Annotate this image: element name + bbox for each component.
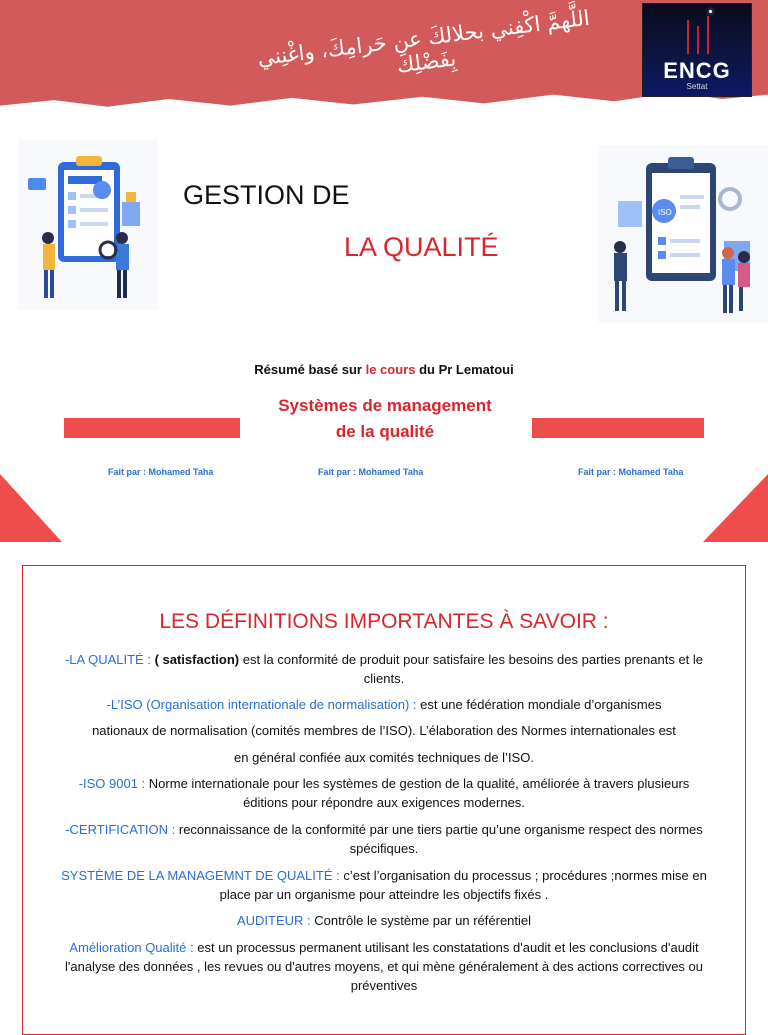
definition-text: reconnaissance de la conformité par une tiers partie qu’une organisme respect des normes spécifiques. — [178, 822, 703, 856]
subtitle-line2: de la qualité — [335, 422, 435, 441]
definition-certification — [60, 820, 708, 858]
definition-auditeur — [60, 911, 708, 930]
definition-bold: ( satisfaction) — [154, 652, 240, 667]
definition-text: Norme internationale pour les systèmes de gestion de la qualité, améliorée à travers plusieurs éditions pour répondre aux exigences modernes. — [148, 776, 690, 810]
right-corner-triangle — [703, 474, 768, 542]
svg-text:ISO: ISO — [658, 208, 672, 217]
definition-label: SYSTÈME DE LA MANAGEMNT DE QUALITÉ : — [61, 868, 340, 883]
left-corner-triangle — [0, 474, 62, 542]
definition-iso-line3: en général confiée aux comités techniques de l’ISO. — [234, 750, 534, 765]
logo-sub: Settat — [686, 82, 708, 91]
credit-center: Fait par : Mohamed Taha — [318, 467, 424, 477]
title-line2: LA QUALITÉ — [344, 232, 499, 262]
resume-suffix: du Pr Lematoui — [419, 362, 514, 377]
credit-right: Fait par : Mohamed Taha — [578, 467, 684, 477]
resume-prefix: Résumé basé sur — [254, 362, 362, 377]
definition-label: -CERTIFICATION : — [65, 822, 176, 837]
subtitle-line1: Systèmes de management — [278, 396, 492, 415]
definitions-heading: LES DÉFINITIONS IMPORTANTES À SAVOIR : — [159, 610, 609, 633]
logo-name: ENCG — [663, 58, 731, 83]
definition-label: -LA QUALITÉ : — [64, 652, 151, 667]
definition-label: AUDITEUR : — [236, 913, 311, 928]
definition-iso — [60, 695, 708, 714]
definition-text: est la conformité de produit pour satisfaire les besoins des parties prenants et le clients. — [242, 652, 704, 686]
definition-label: -ISO 9001 : — [78, 776, 146, 791]
arabic-prayer: اللَّهمَّ اكْفِني بحلالكَ عن حَرامِكَ، واغْنِني بِفَضْلِكَ — [256, 5, 591, 78]
definition-label: -L’ISO (Organisation internationale de normalisation) : — [106, 697, 417, 712]
definition-label: Amélioration Qualité : — [69, 940, 194, 955]
resume-highlight: le cours — [365, 362, 416, 377]
definition-text: Contrôle le système par un référentiel — [314, 913, 532, 928]
definition-iso9001 — [60, 774, 708, 812]
resume-line — [0, 362, 768, 377]
iso-9001-clipboard-illustration — [18, 140, 158, 310]
definition-text: est un processus permanent utilisant les constatations d'audit et les conclusions d'audit l'analyse des données , les revues ou d'autres moyens, et qui mène généralement à des actions correctives ou préventives — [65, 940, 703, 993]
definition-amelioration — [60, 938, 708, 995]
definition-smq — [60, 866, 708, 904]
definition-iso-line2: nationaux de normalisation (comités membres de l’ISO). L’élaboration des Normes internationales est — [92, 723, 676, 738]
iso-certification-clipboard-illustration — [598, 145, 768, 323]
left-red-bar — [64, 418, 240, 438]
title-line1: GESTION DE — [183, 180, 350, 210]
right-red-bar — [532, 418, 704, 438]
encg-logo — [642, 3, 752, 97]
definition-qualite — [60, 650, 708, 688]
definition-text: c’est l’organisation du processus ; procédures ;normes mise en place par un organisme pour atteindre les objectifs fixés . — [219, 868, 707, 902]
definition-text: est une fédération mondiale d’organismes — [420, 697, 662, 712]
credit-left: Fait par : Mohamed Taha — [108, 467, 214, 477]
